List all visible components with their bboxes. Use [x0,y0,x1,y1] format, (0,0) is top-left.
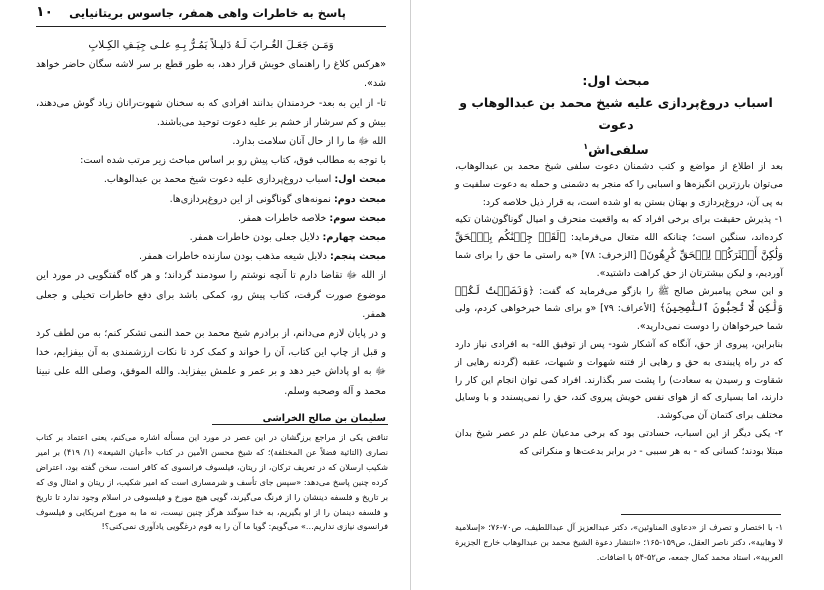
poem-verse: وَمَـن جَعَـلَ الغُـرابَ لَـهُ دَليـلاً يَمُـرُّ بِـهِ علـى جِيَـفِ الكِـلابِ [88,39,334,51]
section-label: مبحث سوم: [329,212,386,224]
paragraph: با توجه به مطالب فوق، کتاب پیش رو بر اساس مباحث زیر مرتب شده است: [80,155,386,167]
section-item [36,190,386,209]
author-signature: سلیمان بن صالح الخراشی [262,412,386,424]
paragraph: از الله ﷻ تقاضا دارم تا آنچه نوشتم را سودمند گرداند؛ و هر گاه گفتگویی در مورد این موضوع صورت گرفت، کتاب پیش رو، کمکی باشد برای دفع خاطرات تخیلی و جعلی همفر. [36,270,386,320]
section-text: دلایل جعلی بودن خاطرات همفر. [189,232,323,244]
paragraph-text: و این سخن پیامبرش صالح ﷺ را بازگو می‌فرماید که گفت: [539,285,784,297]
chapter-heading [451,70,781,161]
paragraph: الله ﷻ ما را از حال آنان سلامت بدارد. [232,136,386,148]
paragraph [455,211,783,282]
heading-label: مبحث اول: [582,73,650,88]
left-page [0,0,411,590]
footnote-marker: ۱ [583,142,589,151]
footnote: ۱- با اختصار و تصرف از «دعاوی المناوئین»، دکتر عبدالعزیز آل عبداللطیف، ص۷۰-۷۶؛ «إسلامیة لا وهابیة»، دکتر ناصر العقل، ص۱۵۹-۱۶۵؛ «انتشار دعوة الشیخ محمد بن عبدالوهاب خارج الجزیرة العربیة»، استاد محمد کمال جمعه، ص۵۲-۵۴ با اضافات. [455,522,783,562]
section-item [36,247,386,266]
section-label: مبحث اول: [334,174,386,186]
quran-verse: ﴿وَنَصَحۡتُ لَكُمۡ وَلَٰكِن لَّا تُحِبُّونَ ٱلنَّٰصِحِينَ﴾ [455,284,783,315]
right-body-text [455,158,783,461]
section-label: مبحث دوم: [333,193,386,205]
paragraph [455,283,783,336]
quran-verse: ﴿لَقَدۡ جِئۡنَٰكُم بِٱلۡحَقِّ وَلَٰكِنَّ أَكۡثَرَكُمۡ لِلۡحَقِّ كَٰرِهُونَ﴾ [455,231,784,261]
section-item [36,170,386,189]
section-item [36,228,386,247]
section-label: مبحث پنجم: [329,251,386,263]
paragraph: و در پایان لازم می‌دانم، از برادرم شیخ محمد بن حمد النمی تشکر کنم؛ به من لطف کرد و قبل از چاپ این کتاب، آن را خواند و کمک کرد تا نکات ارزشمندی به آن بیفزایم، خدا ﷻ به او پاداش خیر دهد و بر عمر و علمش بیفزاید. والله الموفق، وصلی الله علی نبینا محمد و آله وصحبه وسلم. [36,328,386,397]
section-text: اسباب دروغ‌پردازی علیه دعوت شیخ محمد بن عبدالوهاب. [103,174,335,186]
paragraph: تا- از این به بعد- خردمندان بدانند افرادی که به سخنان شهوت‌رانان زیاد گوش می‌دهند، بیش و کم سرشار از خشم بر علیه دعوت توحید می‌باشند. [36,97,386,128]
paragraph: بنابراین، پیروی از حق، آنگاه که آشکار شود- پس از توفیق الله- به افرادی نیاز دارد که در راه پایبندی به حق و رهایی از فتنه شهوات و شبهات، عقبه (گردنه رهایی از شقاوت و رسیدن به سعادت) را پشت سر بگذارند. افراد کمی توان انجام این کار را دارند، اما بسیاری که از هوای نفس خویش پیروی کند، حق را نمی‌پسندد و با وسایل مختلف برای کتمان آن می‌کوشد. [455,338,783,422]
heading-title: اسباب دروغ‌پردازی علیه شیخ محمد بن عبدالوهاب و دعوت [459,95,773,132]
running-header [36,4,386,27]
verse-translation: [الزخرف: ۷۸] «به راستی ما حق را برای شما آوردیم، و لیکن بیشترتان از حق کراهت داشتید». [455,249,783,279]
left-body-text [36,36,386,428]
footnote: تناقض یکی از مراجع برزگشان در این عصر در مورد این مسأله اشاره می‌کنم، یعنی اعتماد بر کتاب نصاری (التاثیة فضلاً عن المختلفة)؛ که شیخ محسن الأمین در کتاب «أعیان الشیعة» (۱/ ۴۱۹) بر امیر شکیب ارسلان که در تعریف ترکان، از ریتان، فیلسوف فرانسوی که کافر است، سخن گفته بود، اعتراض کرده چنین پاسخ می‌دهد: «سپس جای تأسف و شرمساری است که امیر شکیب، از ریتان و امثال وی که بر تاریخ و فلسفه دینشان را از فرنگ می‌گیرند، گویی هیچ مورخ و فیلسوفی در اسلام وجود ندارد تا تاریخ و فلسفه دینمان را از او بگیریم، به خدا سوگند هرگز چنین نیست، نه ما به مورخ امریکایی و فیلسوف فرانسوی نیازی نداریم...» می‌گویم: گویا ما آن را به قوم درغگویی یادآوری نمی‌کنی؟! [36,432,388,532]
section-text: نمونه‌های گوناگونی از این دروغ‌پردازی‌ها. [169,193,334,205]
section-label: مبحث چهارم: [322,232,386,244]
footnote-divider [212,424,388,425]
section-text: خلاصه خاطرات همفر. [238,212,330,224]
section-text: دلایل شیعه مذهب بودن سازنده خاطرات همفر. [138,251,330,263]
footnote-divider [621,514,781,515]
page-number: ۱۰ [36,4,54,20]
header-title: پاسخ به خاطرات واهی همفر، جاسوس بریتانیایی [69,6,346,20]
verse-translation: [الأعراف: ۷۹] «و برای شما خیرخواهی کردم، ولی شما خیرخواهان را دوست نمی‌دارید». [455,303,783,333]
heading-title-end: سلفی‌اش [588,142,649,158]
section-item [36,209,386,228]
right-page [411,0,824,590]
paragraph-text: ۱- پذیرش حقیقت برای برخی افراد که به واقعیت منحرف و امیال گوناگون‌شان تکیه کرده‌اند، سنگین است؛ چنانکه الله متعال می‌فرماید: [455,214,784,244]
paragraph: «هرکس کلاغ را راهنمای خویش قرار دهد، به طور قطع بر سر لاشه سگان حاضر خواهد شد». [36,59,386,90]
paragraph: بعد از اطلاع از مواضع و کتب دشمنان دعوت سلفی شیخ محمد بن عبدالوهاب، می‌توان بارزترین انگیزه‌ها و اسبابی را که منجر به دشمنی و حمله به دعوت سلفیت و به پی آن، دروغ‌پردازی و بهتان بستن به او شده است، به قرار ذیل خلاصه کرد: [455,161,783,208]
paragraph: ۲- یکی دیگر از این اسباب، حسادتی بود که برخی مدعیان علم در عصر شیخ بدان مبتلا بودند؛ کسانی که - به هر سببی - در برابر بدعت‌ها و منکراتی که [455,427,783,457]
